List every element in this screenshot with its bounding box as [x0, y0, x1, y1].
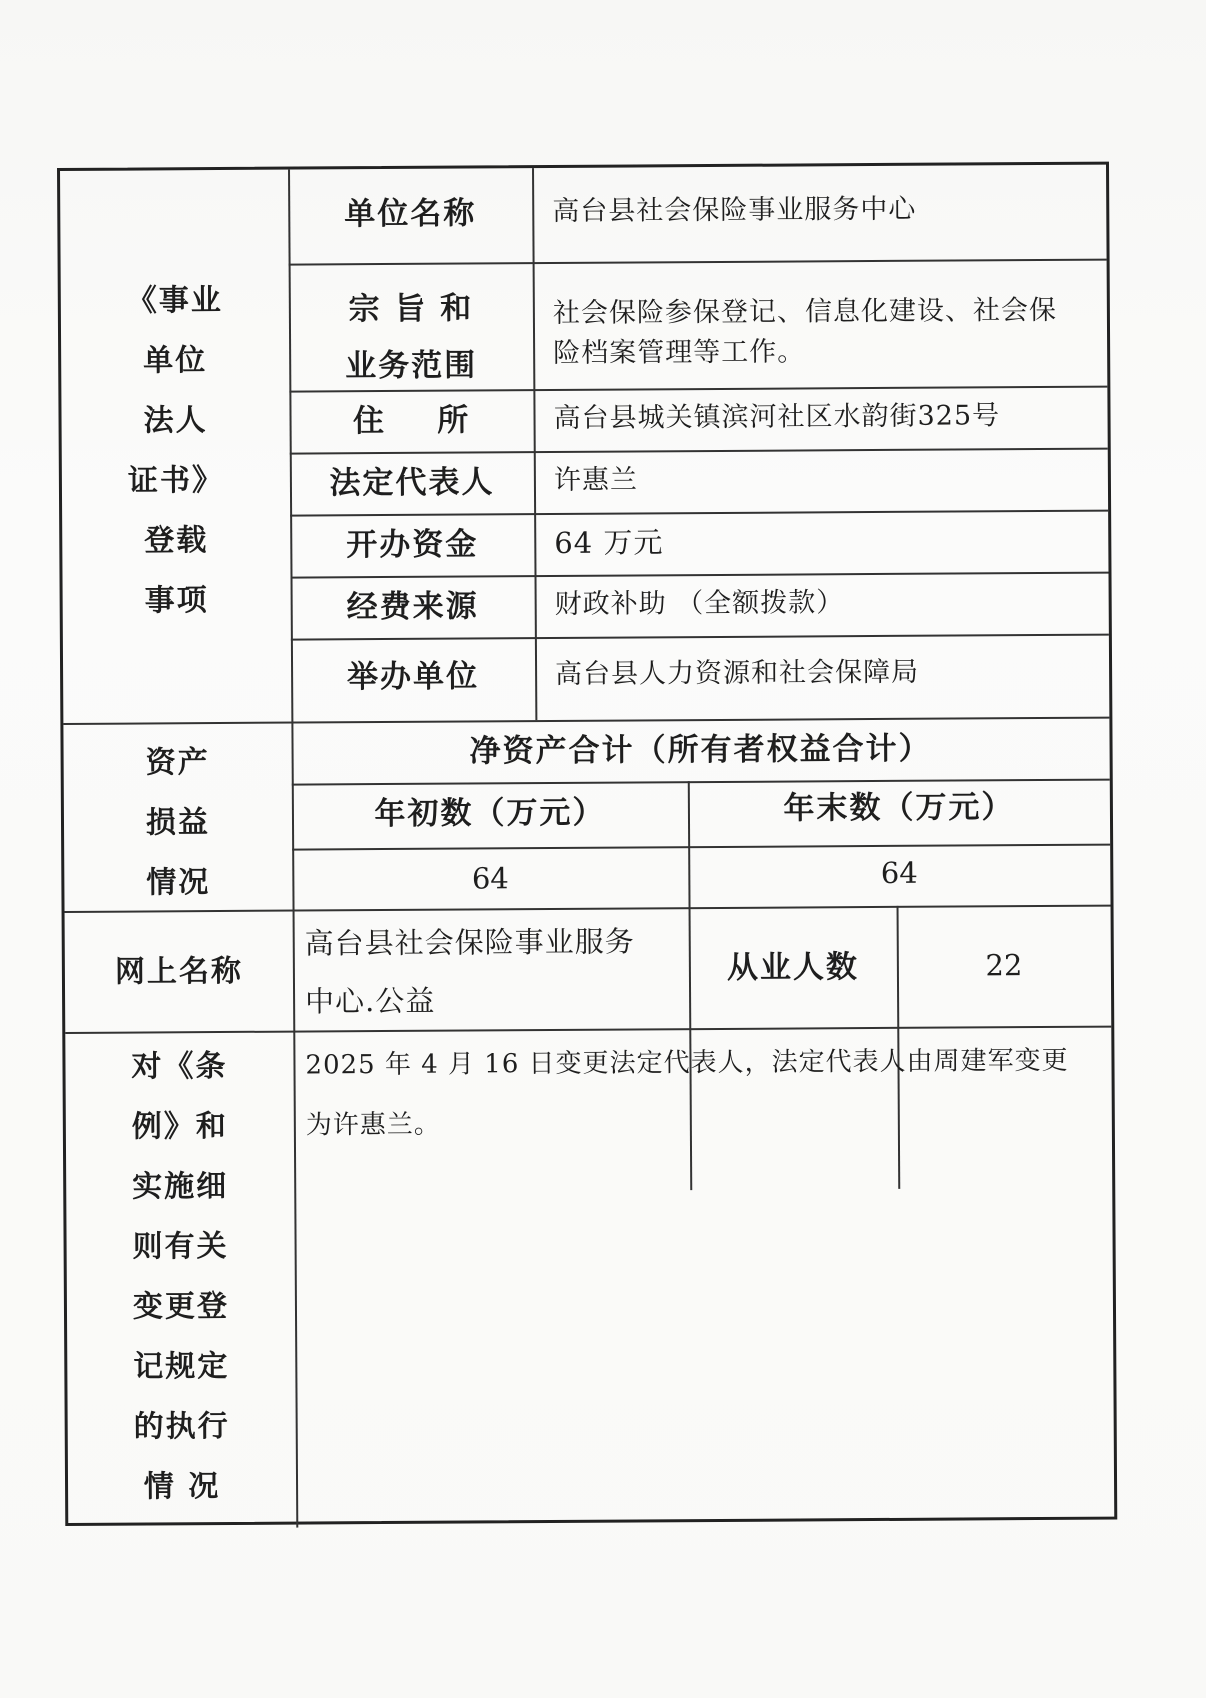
certificate-section-label: 《事业 单位 法人 证书》 登载 事项 [126, 282, 225, 619]
divider [292, 844, 1110, 851]
funding-source-value: 财政补助 （全额拨款） [554, 587, 845, 620]
divider [292, 779, 1110, 786]
divider [291, 572, 1109, 579]
divider [63, 717, 1109, 725]
sponsor-unit-label: 举办单位 [347, 658, 480, 696]
startup-capital-label: 开办资金 [346, 526, 479, 564]
divider [65, 905, 1111, 913]
divider [291, 634, 1109, 641]
sponsor-unit-value: 高台县人力资源和社会保障局 [555, 656, 920, 690]
staff-count-label: 从业人数 [726, 949, 860, 986]
unit-name-label: 单位名称 [344, 195, 477, 233]
address-value: 高台县城关镇滨河社区水韵街325号 [553, 400, 1001, 434]
net-assets-header: 净资产合计（所有者权益合计） [469, 730, 932, 770]
year-end-label: 年末数（万元） [783, 789, 1015, 827]
online-name-value-line2: 中心.公益 [304, 983, 436, 1019]
purpose-scope-value-line2: 险档案管理等工作。 [553, 336, 806, 369]
startup-capital-value: 64 万元 [554, 525, 664, 560]
purpose-scope-value-line1: 社会保险参保登记、信息化建设、社会保 [552, 294, 1057, 329]
funding-source-label: 经费来源 [346, 588, 479, 626]
legal-representative-label: 法定代表人 [329, 464, 495, 502]
change-description-line1: 2025 年 4 月 16 日变更法定代表人，法定代表人由周建军变更 [305, 1045, 1069, 1081]
purpose-scope-label-line2: 业务范围 [345, 347, 478, 385]
unit-name-value: 高台县社会保险事业服务中心 [552, 193, 917, 227]
online-name-value-line1: 高台县社会保险事业服务 [304, 924, 635, 961]
divider [289, 386, 1107, 393]
year-start-label: 年初数（万元） [374, 794, 606, 833]
legal-representative-value: 许惠兰 [553, 464, 639, 496]
online-name-label: 网上名称 [114, 953, 244, 990]
divider [688, 781, 692, 1190]
assets-section-label: 资产 损益 情况 [145, 745, 211, 901]
address-label: 住 所 [352, 402, 471, 440]
divider [290, 510, 1108, 517]
divider [289, 259, 1107, 266]
divider [65, 1026, 1111, 1034]
registration-form-table [57, 162, 1117, 1526]
staff-count-value: 22 [985, 948, 1023, 983]
changes-section-label: 对《条 例》和 实施细 则有关 变更登 记规定 的执行 情 况 [131, 1048, 230, 1505]
change-description-line2: 为许惠兰。 [305, 1109, 441, 1141]
year-start-value: 64 [471, 861, 509, 896]
divider [290, 448, 1108, 455]
purpose-scope-label-line1: 宗 旨 和 [348, 290, 474, 328]
year-end-value: 64 [880, 855, 918, 890]
